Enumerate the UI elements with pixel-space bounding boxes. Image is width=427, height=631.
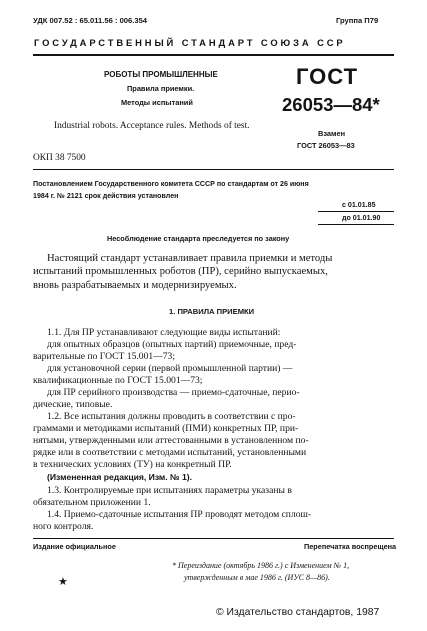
okp-code: ОКП 38 7500 [33,153,86,163]
reprint-note-2: утвержденным в мае 1986 г. (ИУС 8—86). [184,573,330,582]
para-line: граммами и методиками испытаний (ПМИ) конкретных ПР, при- [33,423,299,434]
title-line-1: РОБОТЫ ПРОМЫШЛЕННЫЕ [104,70,218,79]
para-line: 1.3. Контролируемые при испытаниях параметры указаны в [47,485,292,496]
para-line: рядке или в соответствии с методами испытаний, установленными [33,447,307,458]
effective-to: до 01.01.90 [342,214,381,222]
reprint-note-1: * Переиздание (октябрь 1986 г.) с Изменением № 1, [172,561,350,570]
para-line: для опытных образцов (опытных партий) приемочные, пред- [47,339,297,350]
section-rule [33,169,394,170]
title-english: Industrial robots. Acceptance rules. Methods of test. [54,121,250,131]
law-notice: Несоблюдение стандарта преследуется по закону [107,234,290,243]
gost-number: 26053—84* [282,94,380,115]
para-line: дические, типовые. [33,399,113,410]
gost-label: ГОСТ [296,64,359,89]
para-line: 1.4. Приемо-сдаточные испытания ПР проводят методом сплош- [47,509,312,520]
intro-line-1: Настоящий стандарт устанавливает правила приемки и методы [47,253,333,264]
para-line: в технических условиях (ТУ) на конкретный ПР. [33,459,232,470]
footer-rule [33,538,394,539]
copyright: © Издательство стандартов, 1987 [216,607,380,618]
title-line-2: Правила приемки. [127,84,195,93]
para-line: 1.2. Все испытания должны проводить в соответствии с про- [47,411,296,422]
replace-value: ГОСТ 26053—83 [297,141,355,150]
date-rule-2 [318,224,394,225]
para-line: варительные по ГОСТ 15.001—73; [33,351,176,362]
date-rule-1 [318,211,394,212]
replace-label: Взамен [318,129,346,138]
reprint-forbidden: Перепечатка воспрещена [304,542,397,551]
para-line: обязательном приложении 1. [33,497,151,508]
para-line: для ПР серийного производства — приемо-сдаточные, перио- [47,387,300,398]
para-line: ного контроля. [33,521,94,532]
title-line-3: Методы испытаний [121,98,193,107]
para-line: 1.1. Для ПР устанавливают следующие виды испытаний: [47,327,281,338]
udk-code: УДК 007.52 : 65.011.56 : 006.354 [33,16,148,25]
intro-line-3: вновь разрабатываемых и модернизируемых. [33,280,237,291]
para-line: для установочной серии (первой промышленной партии) — [47,363,293,374]
decree-line-1: Постановлением Государственного комитета СССР по стандартам от 26 июня [33,180,309,188]
para-line: нятыми, утвержденными или аттестованными в установленном по- [33,435,309,446]
section-title: 1. ПРАВИЛА ПРИЕМКИ [169,307,255,316]
group-code: Группа П79 [336,16,379,25]
para-line: квалификационные по ГОСТ 15.001—73; [33,375,203,386]
effective-from: с 01.01.85 [342,201,376,209]
star-mark: ★ [58,576,68,588]
amendment-note: (Измененная редакция, Изм. № 1). [47,472,193,482]
intro-line-2: испытаний промышленных роботов (ПР), серийно выпускаемых, [33,266,328,277]
decree-line-2: 1984 г. № 2121 срок действия установлен [33,192,179,200]
official-edition: Издание официальное [33,542,116,551]
state-standard-banner: ГОСУДАРСТВЕННЫЙ СТАНДАРТ СОЮЗА ССР [34,37,346,48]
header-rule [33,54,394,56]
